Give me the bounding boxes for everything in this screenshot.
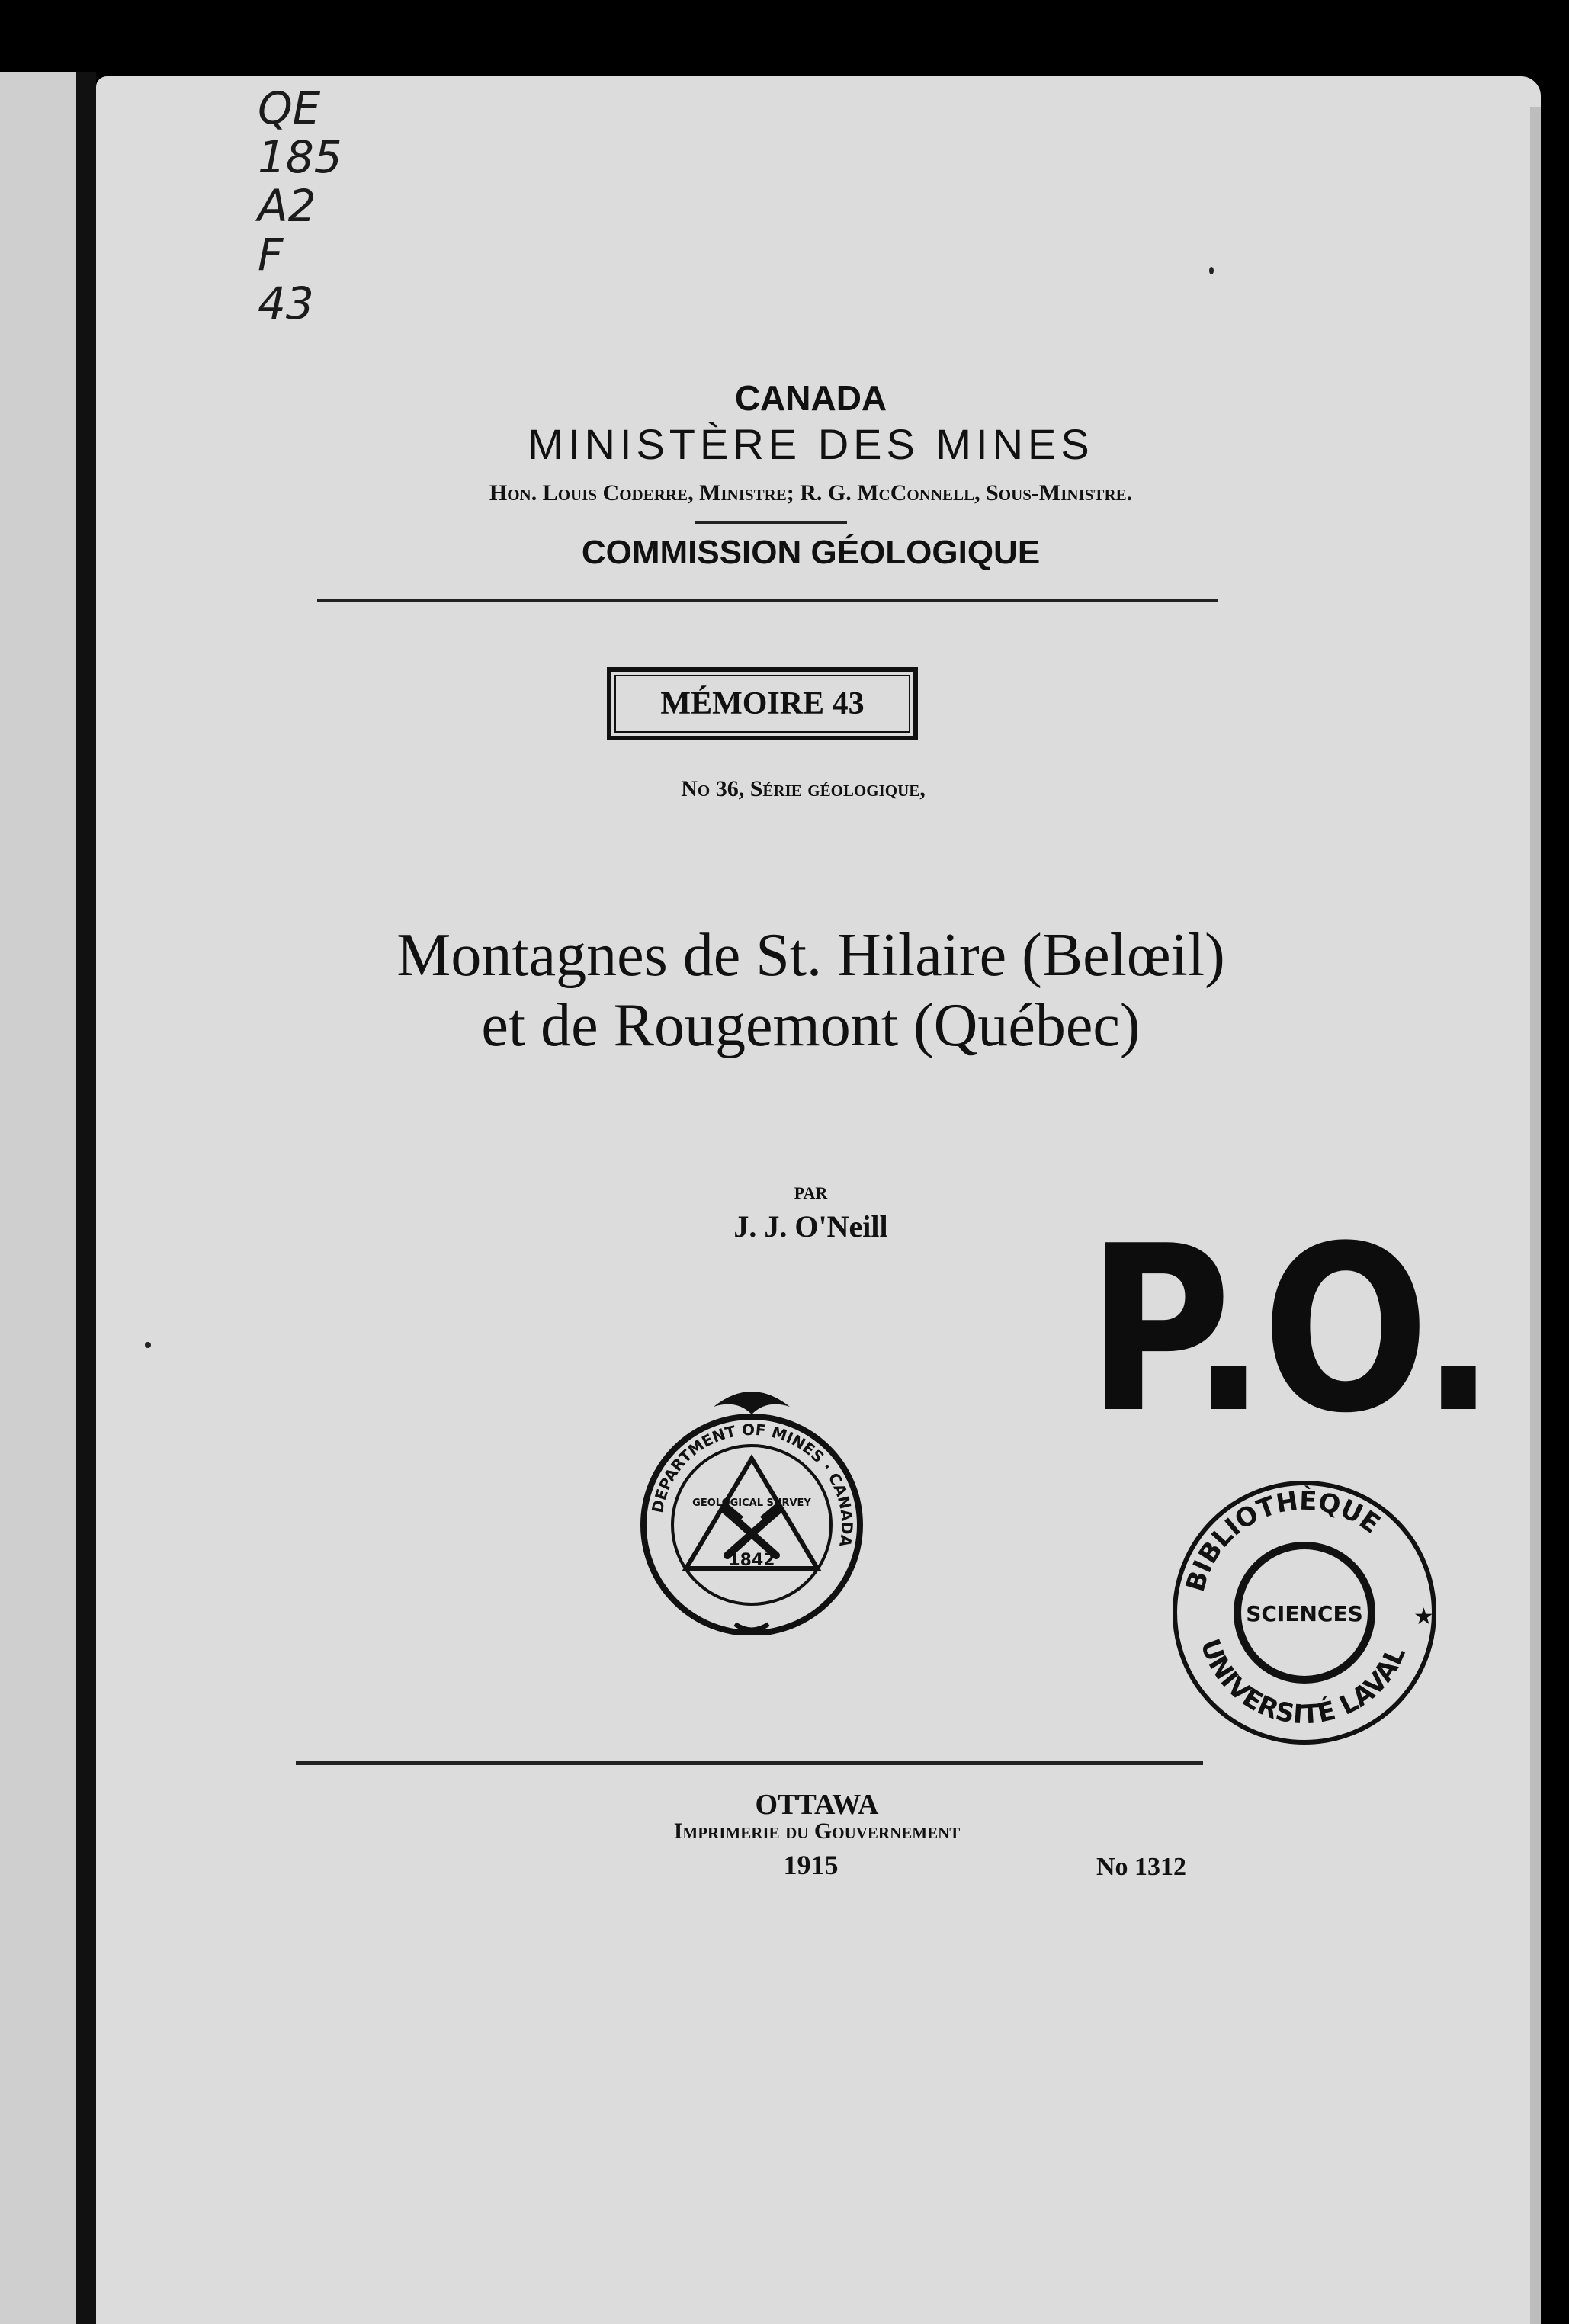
- speck: [145, 1342, 151, 1348]
- title-line-2: et de Rougemont (Québec): [481, 992, 1141, 1059]
- library-stamp: [1163, 1472, 1445, 1754]
- memoire-label: MÉMOIRE 43: [660, 686, 865, 721]
- call-number-line: A2: [258, 180, 316, 232]
- call-number-line: QE: [258, 82, 321, 134]
- call-number-line: 185: [258, 131, 342, 183]
- stamp-center-text: SCIENCES: [1246, 1601, 1363, 1626]
- geological-survey-seal: [637, 1369, 866, 1635]
- imprint-year: 1915: [783, 1850, 839, 1880]
- call-number: [258, 84, 342, 328]
- short-rule: [695, 521, 847, 524]
- seal-outer-ring: [643, 1417, 860, 1633]
- imprint-city: OTTAWA: [755, 1789, 879, 1821]
- po-stamp: P.O.: [1087, 1197, 1492, 1463]
- facing-page: [0, 72, 85, 2324]
- title-page: [96, 76, 1541, 2324]
- seal-inner-text: GEOLOGICAL SURVEY: [692, 1497, 811, 1509]
- stamp-top-text: BIBLIOTHÈQUE: [1180, 1485, 1386, 1596]
- publication-number: No 1312: [1096, 1853, 1187, 1881]
- stamp-bottom-text: UNIVERSITÉ LAVAL: [1194, 1635, 1412, 1731]
- by-label: PAR: [794, 1183, 828, 1202]
- ministry-heading: MINISTÈRE DES MINES: [528, 420, 1094, 468]
- seal-year: 1842: [728, 1551, 775, 1570]
- memoire-box: [607, 667, 918, 740]
- top-rule: [317, 599, 1218, 602]
- imprint-printer: Imprimerie du Gouvernement: [673, 1818, 961, 1844]
- title-line-1: Montagnes de St. Hilaire (Belœil): [396, 922, 1225, 989]
- star-icon: ★: [1413, 1603, 1434, 1630]
- bottom-rule: [296, 1761, 1203, 1765]
- seal-inner-ring: [672, 1446, 831, 1604]
- seal-crown-icon: [714, 1392, 790, 1414]
- commission-heading: COMMISSION GÉOLOGIQUE: [581, 534, 1041, 571]
- call-number-line: F: [258, 229, 284, 281]
- speck: [1209, 267, 1214, 274]
- country-heading: CANADA: [734, 378, 887, 418]
- seal-ring-text: DEPARTMENT OF MINES · CANADA: [647, 1420, 857, 1549]
- book-gutter: [76, 72, 96, 2324]
- officials-line: Hon. Louis Coderre, Ministre; R. G. McConnell, Sous-Ministre.: [489, 480, 1133, 506]
- author-name: J. J. O'Neill: [733, 1209, 888, 1244]
- call-number-line: 43: [258, 278, 314, 329]
- seal-ribbon-icon: [735, 1624, 768, 1630]
- series-line: No 36, Série géologique,: [681, 776, 926, 801]
